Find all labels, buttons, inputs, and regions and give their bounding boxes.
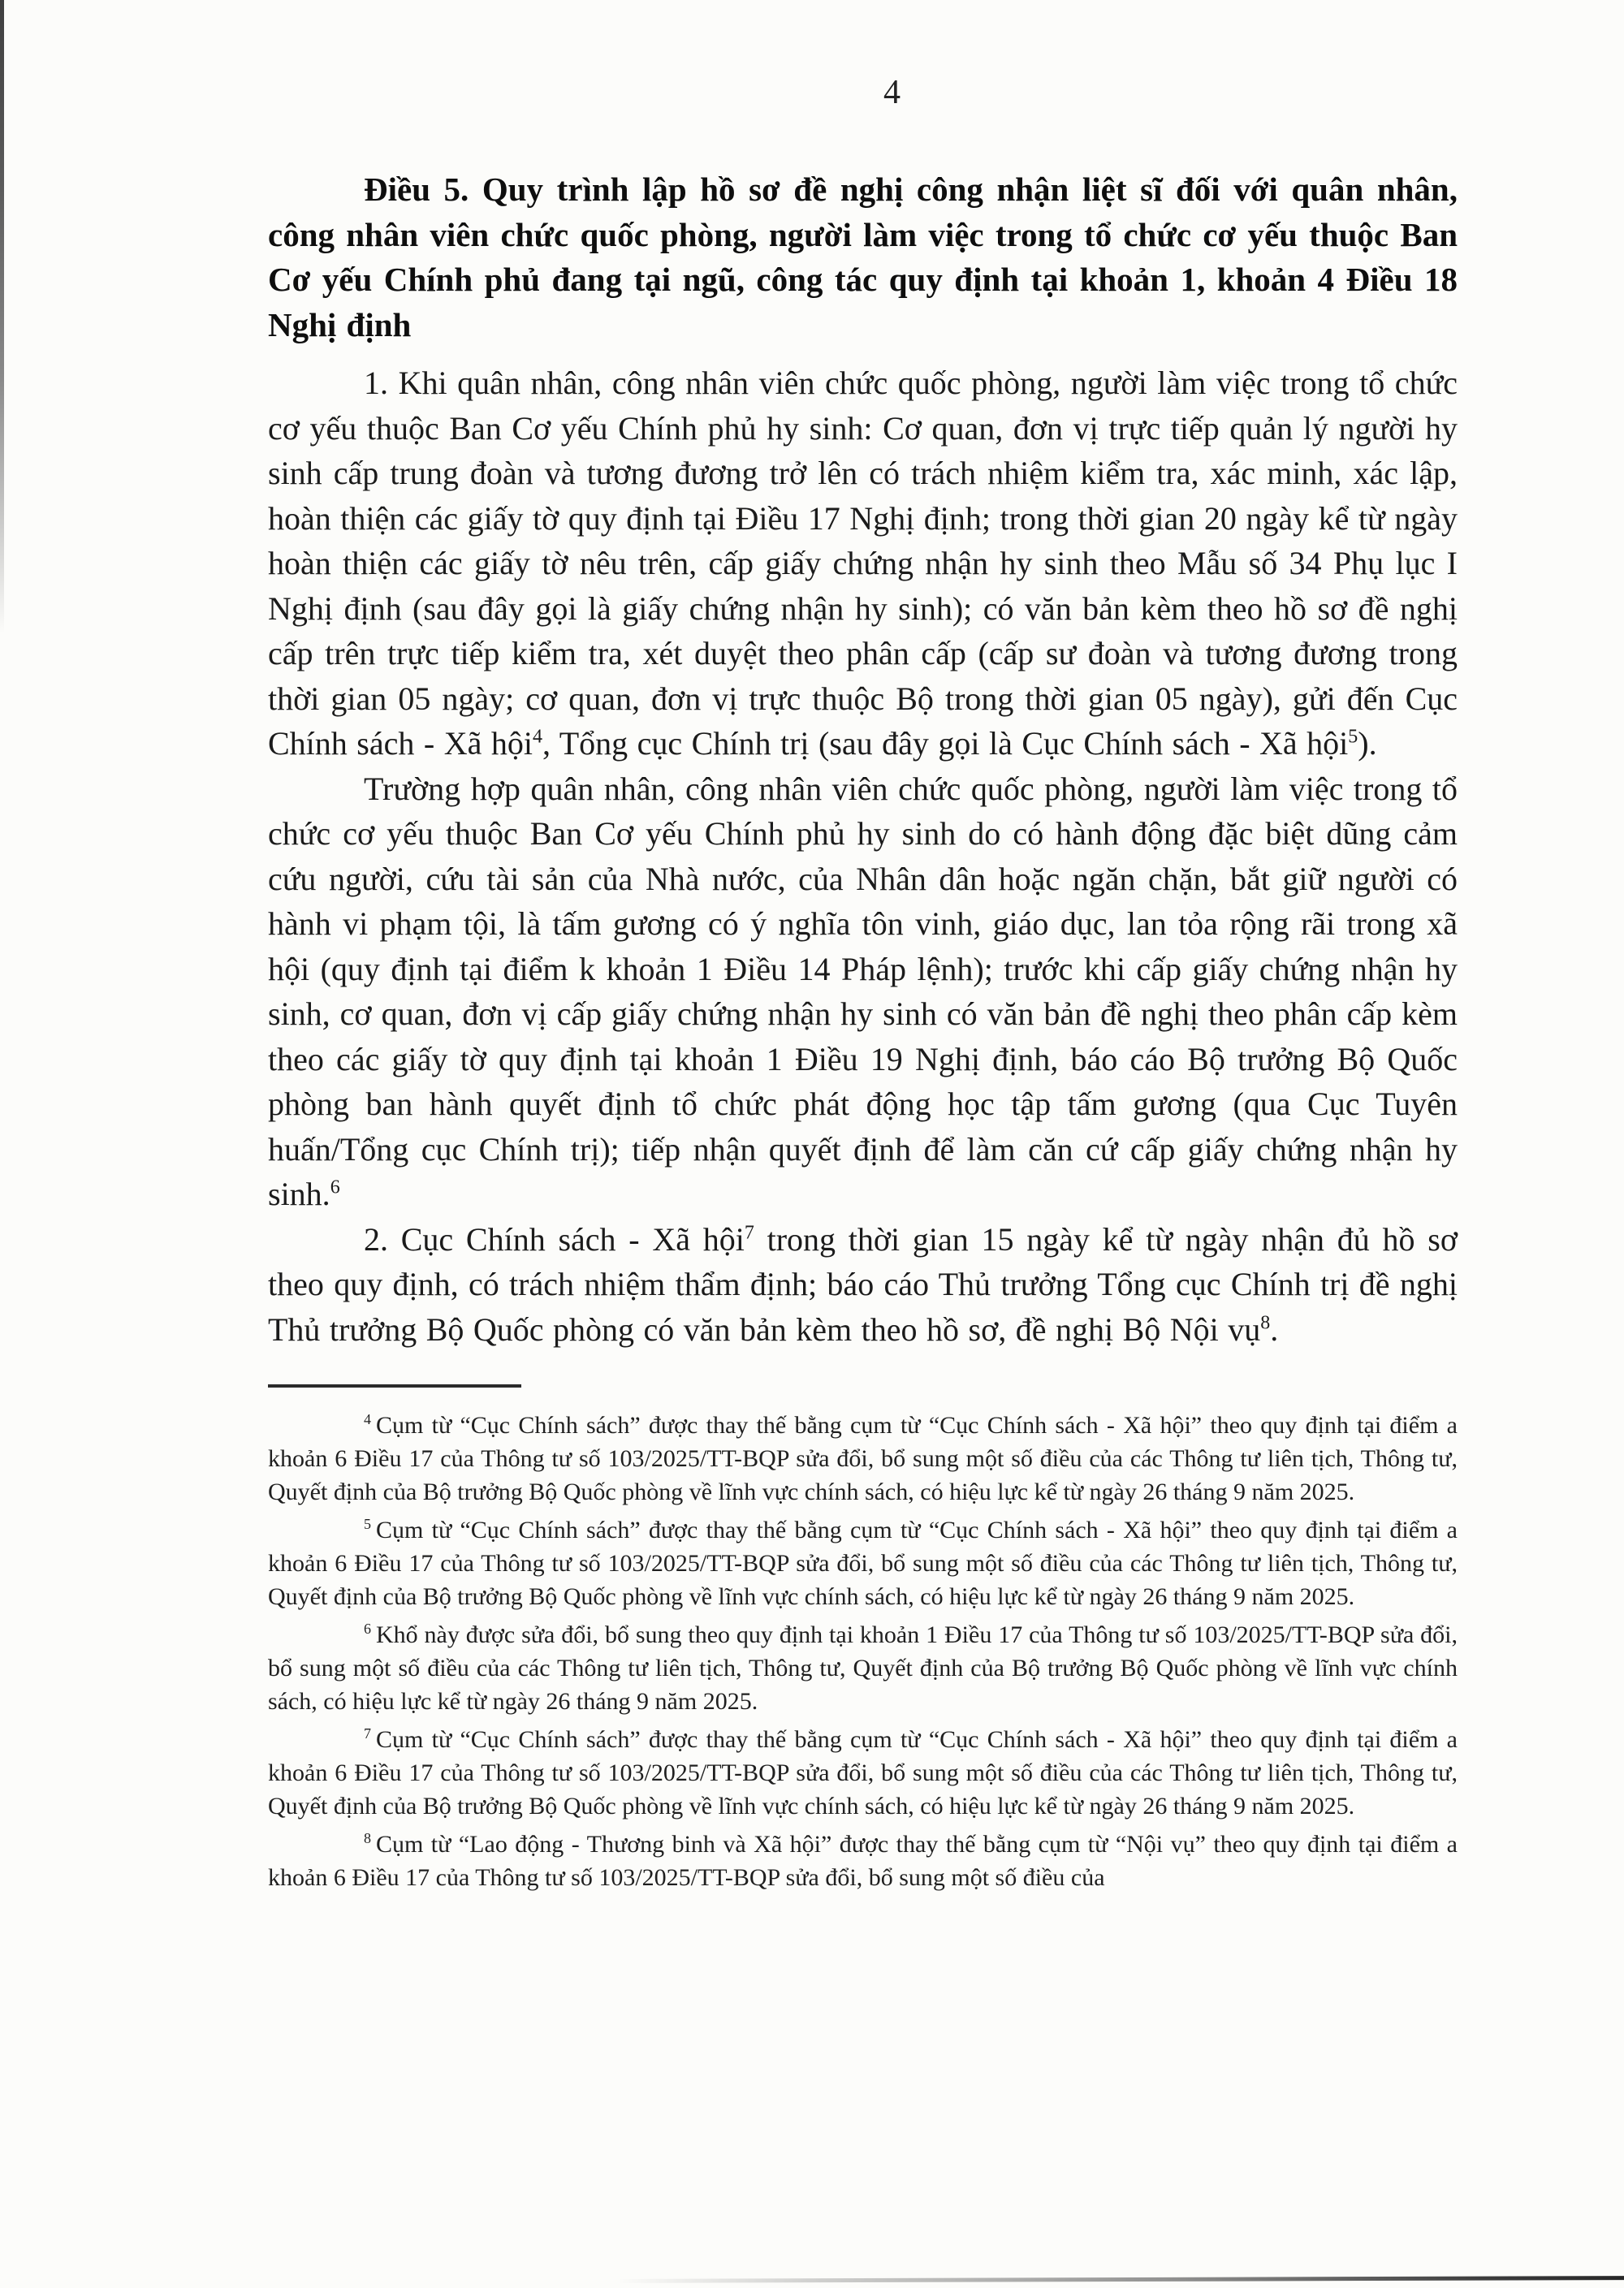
footnote-6 (268, 1618, 1458, 1718)
text-segment: ). (1358, 725, 1377, 762)
text-segment: 1. Khi quân nhân, công nhân viên chức quốc phòng, người làm việc trong tổ chức cơ yếu thuộc Ban Cơ yếu Chính phủ hy sinh: Cơ quan, đơn vị trực tiếp quản lý người hy sinh cấp trung đoàn và tương đương trở lên có trách nhiệm kiểm tra, xác minh, xác lập, hoàn thiện các giấy tờ quy định tại Điều 17 Nghị định; trong thời gian 20 ngày kể từ ngày hoàn thiện các giấy tờ nêu trên, cấp giấy chứng nhận hy sinh theo Mẫu số 34 Phụ lục I Nghị định (sau đây gọi là giấy chứng nhận hy sinh); có văn bản kèm theo hồ sơ đề nghị cấp trên trực tiếp kiểm tra, xét duyệt theo phân cấp (cấp sư đoàn và tương đương trong thời gian 05 ngày; cơ quan, đơn vị trực thuộc Bộ trong thời gian 05 ngày), gửi đến Cục Chính sách - Xã hội (268, 365, 1458, 762)
paragraph-clause-2 (268, 1217, 1458, 1353)
text-segment: trong thời gian 15 ngày kể từ ngày nhận đủ hồ sơ theo quy định, có trách nhiệm thẩm định; báo cáo Thủ trưởng Tổng cục Chính trị đề nghị Thủ trưởng Bộ Quốc phòng có văn bản kèm theo hồ sơ, đề nghị Bộ Nội vụ (268, 1220, 1458, 1348)
footnote-4 (268, 1409, 1458, 1509)
text-segment: . (1270, 1310, 1279, 1348)
scan-edge-left-artifact (0, 0, 4, 633)
footnote-separator-rule (268, 1384, 521, 1388)
footnote-ref-7: 7 (744, 1222, 754, 1244)
footnote-marker-4: 4 (364, 1411, 371, 1427)
footnote-ref-4: 4 (532, 726, 542, 748)
footnote-text: Cụm từ “Cục Chính sách” được thay thế bằng cụm từ “Cục Chính sách - Xã hội” theo quy định tại điểm a khoản 6 Điều 17 của Thông tư số 103/2025/TT-BQP sửa đổi, bổ sung một số điều của các Thông tư liên tịch, Thông tư, Quyết định của Bộ trưởng Bộ Quốc phòng về lĩnh vực chính sách, có hiệu lực kể từ ngày 26 tháng 9 năm 2025. (268, 1726, 1458, 1820)
footnote-text: Khổ này được sửa đổi, bổ sung theo quy định tại khoản 1 Điều 17 của Thông tư số 103/2025/TT-BQP sửa đổi, bổ sung một số điều của các Thông tư liên tịch, Thông tư, Quyết định của Bộ trưởng Bộ Quốc phòng về lĩnh vực chính sách, có hiệu lực kể từ ngày 26 tháng 9 năm 2025. (268, 1621, 1458, 1715)
footnote-7 (268, 1723, 1458, 1823)
paragraph-clause-1 (268, 360, 1458, 766)
text-segment: 2. Cục Chính sách - Xã hội (364, 1220, 745, 1258)
document-content (268, 0, 1458, 1899)
footnote-5 (268, 1513, 1458, 1613)
text-segment: Trường hợp quân nhân, công nhân viên chức quốc phòng, người làm việc trong tổ chức cơ yếu thuộc Ban Cơ yếu Chính phủ hy sinh do có hành động đặc biệt dũng cảm cứu người, cứu tài sản của Nhà nước, của Nhân dân hoặc ngăn chặn, bắt giữ người có hành vi phạm tội, là tấm gương có ý nghĩa tôn vinh, giáo dục, lan tỏa rộng rãi trong xã hội (quy định tại điểm k khoản 1 Điều 14 Pháp lệnh); trước khi cấp giấy chứng nhận hy sinh, cơ quan, đơn vị cấp giấy chứng nhận hy sinh có văn bản đề nghị theo phân cấp kèm theo các giấy tờ quy định tại khoản 1 Điều 19 Nghị định, báo cáo Bộ trưởng Bộ Quốc phòng ban hành quyết định tổ chức phát động học tập tấm gương (qua Cục Tuyên huấn/Tổng cục Chính trị); tiếp nhận quyết định để làm căn cứ cấp giấy chứng nhận hy sinh. (268, 770, 1458, 1212)
text-segment: , Tổng cục Chính trị (sau đây gọi là Cục Chính sách - Xã hội (542, 725, 1349, 762)
footnote-8 (268, 1828, 1458, 1894)
footnote-ref-5: 5 (1348, 726, 1358, 748)
footnote-text: Cụm từ “Cục Chính sách” được thay thế bằng cụm từ “Cục Chính sách - Xã hội” theo quy định tại điểm a khoản 6 Điều 17 của Thông tư số 103/2025/TT-BQP sửa đổi, bổ sung một số điều của các Thông tư liên tịch, Thông tư, Quyết định của Bộ trưởng Bộ Quốc phòng về lĩnh vực chính sách, có hiệu lực kể từ ngày 26 tháng 9 năm 2025. (268, 1412, 1458, 1505)
footnote-text: Cụm từ “Cục Chính sách” được thay thế bằng cụm từ “Cục Chính sách - Xã hội” theo quy định tại điểm a khoản 6 Điều 17 của Thông tư số 103/2025/TT-BQP sửa đổi, bổ sung một số điều của các Thông tư liên tịch, Thông tư, Quyết định của Bộ trưởng Bộ Quốc phòng về lĩnh vực chính sách, có hiệu lực kể từ ngày 26 tháng 9 năm 2025. (268, 1517, 1458, 1610)
footnote-text: Cụm từ “Lao động - Thương binh và Xã hội” được thay thế bằng cụm từ “Nội vụ” theo quy định tại điểm a khoản 6 Điều 17 của Thông tư số 103/2025/TT-BQP sửa đổi, bổ sung một số điều của (268, 1831, 1458, 1891)
scan-edge-bottom-artifact (617, 2276, 1624, 2283)
footnote-marker-7: 7 (364, 1725, 371, 1742)
footnote-marker-8: 8 (364, 1830, 371, 1846)
paragraph-special-case (268, 766, 1458, 1217)
footnote-ref-8: 8 (1260, 1312, 1271, 1334)
page-number: 4 (883, 74, 901, 111)
footnote-marker-6: 6 (364, 1621, 371, 1637)
footnote-marker-5: 5 (364, 1516, 371, 1532)
article-heading: Điều 5. Quy trình lập hồ sơ đề nghị công nhận liệt sĩ đối với quân nhân, công nhân viên chức quốc phòng, người làm việc trong tổ chức cơ yếu thuộc Ban Cơ yếu Chính phủ đang tại ngũ, công tác quy định tại khoản 1, khoản 4 Điều 18 Nghị định (268, 171, 1458, 343)
footnote-ref-6: 6 (330, 1176, 340, 1198)
